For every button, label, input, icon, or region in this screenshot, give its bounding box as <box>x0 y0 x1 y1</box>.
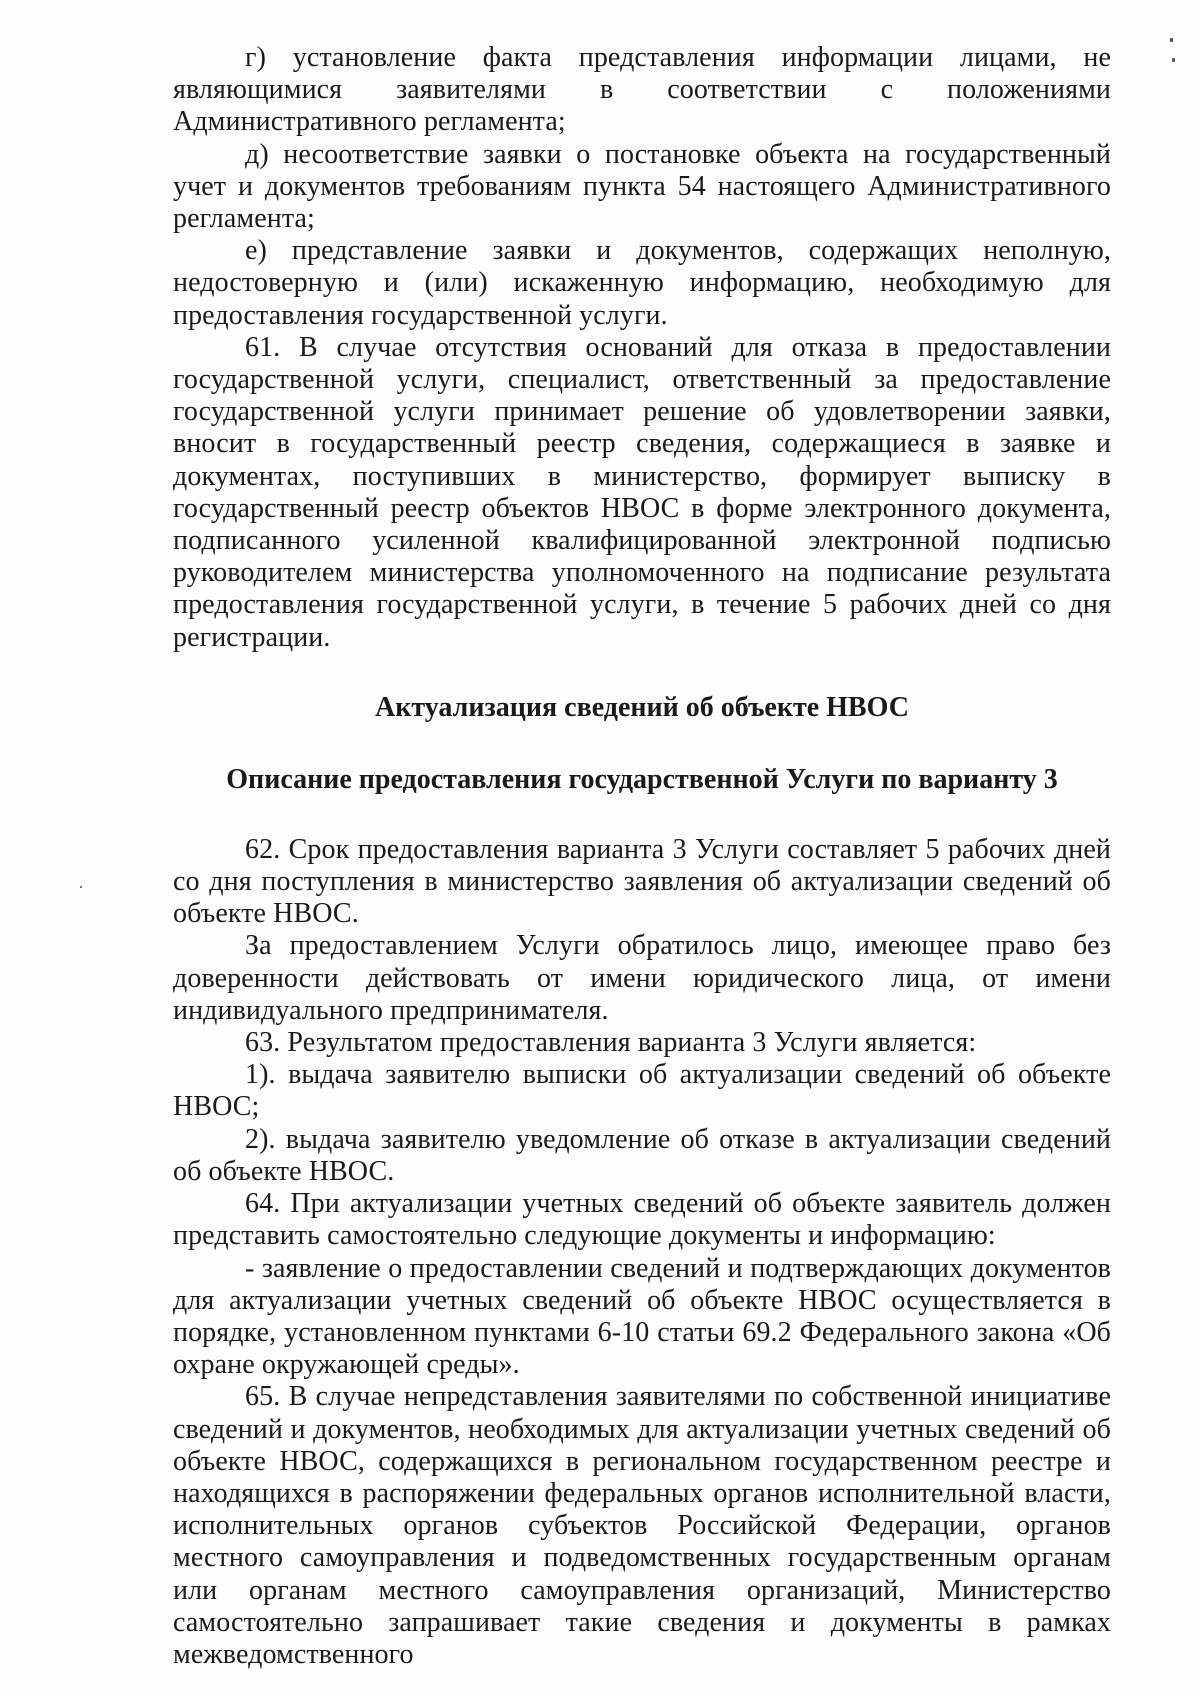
clause-61-paragraph: 61. В случае отсутствия оснований для отказа в предоставлении государственной услуги, специалист, ответственный за предоставление государственной услуги принимает решение об удовлетворении заявки, вносит в государственный реестр сведения, содержащиеся в заявке и документах, поступивших в министерство, формирует выписку в государственный реестр объектов НВОС в форме электронного документа, подписанного усиленной квалифицированной электронной подписью руководителем министерства уполномоченного на подписание результата предоставления государственной услуги, в течение 5 рабочих дней со дня регистрации. <box>173 331 1111 653</box>
scan-speck <box>80 886 82 888</box>
item-e-paragraph: е) представление заявки и документов, содержащих неполную, недостоверную и (или) искаженную информацию, необходимую для предоставления государственной услуги. <box>173 235 1111 331</box>
application-paragraph: - заявление о предоставлении сведений и подтверждающих документов для актуализации учетных сведений об объекте НВОС осуществляется в порядке, установленном пунктами 6-10 статьи 69.2 Федерального закона «Об охране окружающей среды». <box>173 1252 1111 1381</box>
item-g-paragraph: г) установление факта представления информации лицами, не являющимися заявителями в соответствии с положениями Административного регламента; <box>173 42 1111 138</box>
subsection-heading: Описание предоставления государственной Услуги по варианту 3 <box>226 763 1058 795</box>
result-item-1-paragraph: 1). выдача заявителю выписки об актуализации сведений об объекте НВОС; <box>173 1059 1111 1123</box>
result-item-2-paragraph: 2). выдача заявителю уведомление об отказе в актуализации сведений об объекте НВОС. <box>173 1123 1111 1187</box>
clause-62-paragraph: 62. Срок предоставления варианта 3 Услуги составляет 5 рабочих дней со дня поступления в министерство заявления об актуализации сведений об объекте НВОС. <box>173 833 1111 930</box>
scan-speck <box>1170 38 1173 42</box>
section-heading: Актуализация сведений об объекте НВОС <box>375 691 909 723</box>
clause-65-paragraph: 65. В случае непредставления заявителями по собственной инициативе сведений и документов, необходимых для актуализации учетных сведений об объекте НВОС, содержащихся в региональном государственном реестре и находящихся в распоряжении федеральных органов исполнительной власти, исполнительных органов субъектов Российской Федерации, органов местного самоуправления и подведомственных государственным органам или органам местного самоуправления организаций, Министерство самостоятельно запрашивает такие сведения и документы в рамках межведомственного <box>173 1381 1111 1670</box>
applicant-paragraph: За предоставлением Услуги обратилось лицо, имеющее право без доверенности действовать от имени юридического лица, от имени индивидуального предпринимателя. <box>173 930 1111 1026</box>
item-d-paragraph: д) несоответствие заявки о постановке объекта на государственный учет и документов требованиям пункта 54 настоящего Административного регламента; <box>173 138 1111 235</box>
document-body <box>173 42 1111 1671</box>
clause-64-paragraph: 64. При актуализации учетных сведений об объекте заявитель должен представить самостоятельно следующие документы и информацию: <box>173 1188 1111 1252</box>
scan-speck <box>1172 58 1175 62</box>
clause-63-paragraph: 63. Результатом предоставления варианта 3 Услуги является: <box>245 1027 977 1059</box>
